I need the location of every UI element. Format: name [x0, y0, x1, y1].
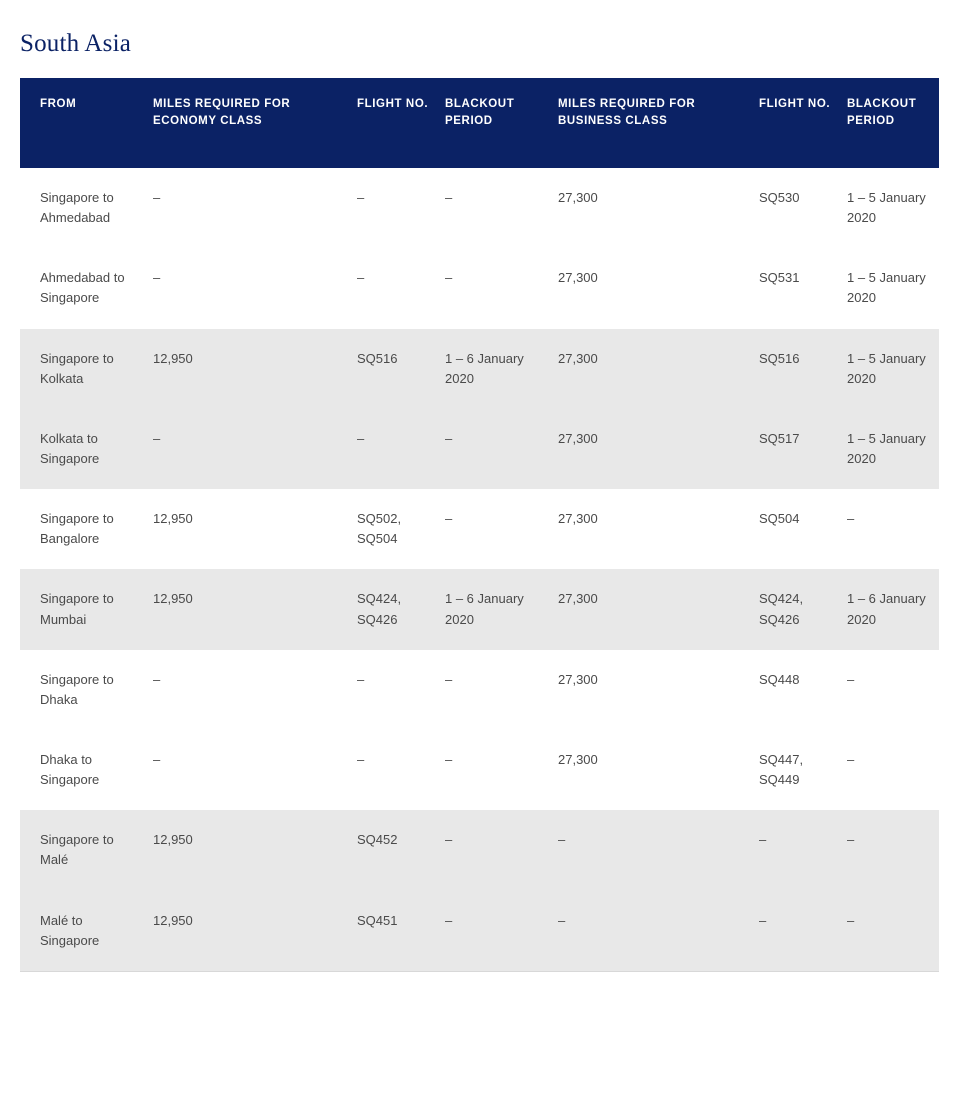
cell-blackout-business: 1 – 5 January 2020	[847, 168, 939, 248]
table-row	[20, 730, 939, 810]
cell-flight-no-economy: SQ516	[357, 329, 445, 409]
cell-flight-no-economy: SQ452	[357, 810, 445, 890]
cell-flight-no-economy: –	[357, 409, 445, 489]
cell-blackout-business: 1 – 6 January 2020	[847, 569, 939, 649]
cell-blackout-economy: –	[445, 650, 558, 730]
cell-from: Malé to Singapore	[20, 891, 153, 971]
cell-blackout-business: –	[847, 489, 939, 569]
cell-from: Singapore to Bangalore	[20, 489, 153, 569]
table-row	[20, 409, 939, 489]
cell-from: Singapore to Kolkata	[20, 329, 153, 409]
cell-flight-no-economy: –	[357, 650, 445, 730]
table-header	[20, 78, 939, 168]
cell-miles-economy: –	[153, 248, 357, 328]
cell-miles-economy: 12,950	[153, 810, 357, 890]
table-row	[20, 810, 939, 890]
column-header-miles-economy: MILES REQUIRED FOR ECONOMY CLASS	[153, 78, 357, 168]
cell-miles-business: 27,300	[558, 489, 759, 569]
cell-miles-economy: –	[153, 650, 357, 730]
cell-blackout-business: 1 – 5 January 2020	[847, 329, 939, 409]
cell-blackout-economy: –	[445, 168, 558, 248]
cell-blackout-economy: –	[445, 248, 558, 328]
cell-flight-no-economy: –	[357, 168, 445, 248]
table-header-row	[20, 78, 939, 168]
cell-miles-business: 27,300	[558, 569, 759, 649]
cell-flight-no-business: SQ516	[759, 329, 847, 409]
cell-miles-business: 27,300	[558, 409, 759, 489]
cell-flight-no-business: SQ504	[759, 489, 847, 569]
cell-blackout-economy: 1 – 6 January 2020	[445, 569, 558, 649]
cell-miles-business: 27,300	[558, 329, 759, 409]
cell-flight-no-economy: –	[357, 730, 445, 810]
table-row	[20, 891, 939, 971]
cell-blackout-business: –	[847, 891, 939, 971]
cell-miles-business: 27,300	[558, 650, 759, 730]
award-miles-table-wrapper	[20, 78, 939, 972]
cell-blackout-business: –	[847, 730, 939, 810]
cell-from: Kolkata to Singapore	[20, 409, 153, 489]
cell-blackout-business: 1 – 5 January 2020	[847, 409, 939, 489]
cell-flight-no-business: SQ530	[759, 168, 847, 248]
cell-flight-no-business: SQ447, SQ449	[759, 730, 847, 810]
column-header-blackout-business: BLACKOUT PERIOD	[847, 78, 939, 168]
cell-blackout-economy: –	[445, 489, 558, 569]
cell-blackout-economy: –	[445, 810, 558, 890]
cell-miles-economy: 12,950	[153, 569, 357, 649]
cell-from: Dhaka to Singapore	[20, 730, 153, 810]
cell-from: Ahmedabad to Singapore	[20, 248, 153, 328]
cell-miles-business: 27,300	[558, 168, 759, 248]
cell-blackout-business: 1 – 5 January 2020	[847, 248, 939, 328]
cell-flight-no-business: SQ424, SQ426	[759, 569, 847, 649]
cell-flight-no-business: –	[759, 891, 847, 971]
cell-flight-no-economy: SQ424, SQ426	[357, 569, 445, 649]
cell-blackout-business: –	[847, 810, 939, 890]
table-row	[20, 650, 939, 730]
cell-blackout-economy: –	[445, 730, 558, 810]
cell-blackout-economy: –	[445, 891, 558, 971]
cell-flight-no-economy: SQ451	[357, 891, 445, 971]
page-title: South Asia	[20, 30, 132, 57]
cell-flight-no-economy: SQ502, SQ504	[357, 489, 445, 569]
cell-miles-economy: –	[153, 409, 357, 489]
cell-miles-business: 27,300	[558, 730, 759, 810]
column-header-miles-business: MILES REQUIRED FOR BUSINESS CLASS	[558, 78, 759, 168]
table-row	[20, 489, 939, 569]
cell-from: Singapore to Ahmedabad	[20, 168, 153, 248]
cell-miles-business: –	[558, 810, 759, 890]
cell-miles-business: –	[558, 891, 759, 971]
table-row	[20, 329, 939, 409]
cell-from: Singapore to Malé	[20, 810, 153, 890]
cell-blackout-business: –	[847, 650, 939, 730]
cell-flight-no-business: SQ531	[759, 248, 847, 328]
column-header-blackout-economy: BLACKOUT PERIOD	[445, 78, 558, 168]
table-row	[20, 168, 939, 248]
cell-miles-economy: 12,950	[153, 329, 357, 409]
cell-flight-no-business: –	[759, 810, 847, 890]
cell-from: Singapore to Mumbai	[20, 569, 153, 649]
cell-blackout-economy: –	[445, 409, 558, 489]
cell-blackout-economy: 1 – 6 January 2020	[445, 329, 558, 409]
cell-flight-no-business: SQ517	[759, 409, 847, 489]
award-miles-table	[20, 78, 939, 971]
column-header-flight-no-business: FLIGHT NO.	[759, 78, 847, 168]
cell-flight-no-business: SQ448	[759, 650, 847, 730]
table-body	[20, 168, 939, 971]
cell-flight-no-economy: –	[357, 248, 445, 328]
cell-miles-economy: 12,950	[153, 891, 357, 971]
column-header-from: FROM	[20, 78, 153, 168]
cell-from: Singapore to Dhaka	[20, 650, 153, 730]
table-row	[20, 248, 939, 328]
cell-miles-economy: –	[153, 730, 357, 810]
table-row	[20, 569, 939, 649]
cell-miles-business: 27,300	[558, 248, 759, 328]
cell-miles-economy: 12,950	[153, 489, 357, 569]
cell-miles-economy: –	[153, 168, 357, 248]
column-header-flight-no-economy: FLIGHT NO.	[357, 78, 445, 168]
